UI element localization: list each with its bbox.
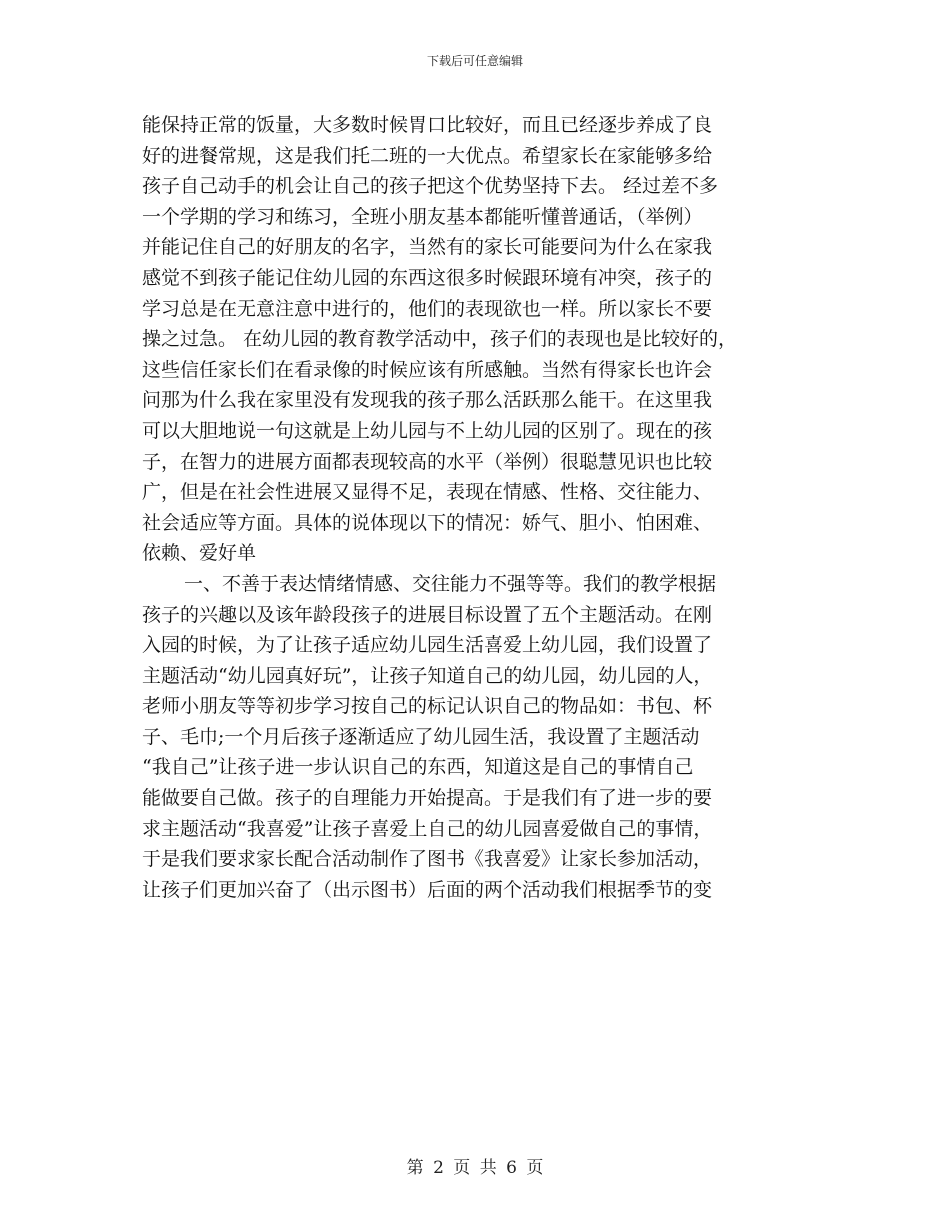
page-header-note: 下载后可任意编辑	[426, 54, 523, 68]
body-line: 操之过急。 在幼儿园的教育教学活动中，孩子们的表现也是比较好的，	[142, 328, 738, 351]
body-line: 入园的时候，为了让孩子适应幼儿园生活喜爱上幼儿园，我们设置了	[142, 634, 713, 657]
body-line: 学习总是在无意注意中进行的，他们的表现欲也一样。所以家长不要	[142, 297, 713, 320]
body-line: 可以大胆地说一句这就是上幼儿园与不上幼儿园的区别了。现在的孩	[142, 419, 713, 442]
body-line: 子，在智力的进展方面都表现较高的水平（举例）很聪慧见识也比较	[142, 450, 713, 473]
body-line: 问那为什么我在家里没有发现我的孩子那么活跃那么能干。在这里我	[142, 389, 713, 412]
paragraph-first-line: 一、不善于表达情绪情感、交往能力不强等等。我们的教学根据	[184, 572, 717, 595]
body-line: 子、毛巾;一个月后孩子逐渐适应了幼儿园生活，我设置了主题活动	[142, 725, 700, 748]
body-line: 社会适应等方面。具体的说体现以下的情况：娇气、胆小、怕困难、	[142, 511, 713, 534]
body-line: 并能记住自己的好朋友的名字，当然有的家长可能要问为什么在家我	[142, 236, 713, 259]
body-line: 广，但是在社会性进展又显得不足，表现在情感、性格、交往能力、	[142, 481, 713, 504]
body-line: 一个学期的学习和练习，全班小朋友基本都能听懂普通话，（举例）	[142, 205, 703, 228]
page-number: 第 2 页 共 6 页	[406, 1158, 544, 1178]
body-line: “我自己”让孩子进一步认识自己的东西，知道这是自己的事情自己	[142, 756, 694, 779]
body-line: 主题活动“幼儿园真好玩”，让孩子知道自己的幼儿园，幼儿园的人，	[142, 664, 713, 687]
body-line: 孩子的兴趣以及该年龄段孩子的进展目标设置了五个主题活动。在刚	[142, 603, 713, 626]
body-line: 能做要自己做。孩子的自理能力开始提高。于是我们有了进一步的要	[142, 787, 713, 810]
body-line: 于是我们要求家长配合活动制作了图书《我喜爱》让家长参加活动，	[142, 848, 713, 871]
body-line: 感觉不到孩子能记住幼儿园的东西这很多时候跟环境有冲突，孩子的	[142, 266, 713, 289]
body-line: 求主题活动“我喜爱”让孩子喜爱上自己的幼儿园喜爱做自己的事情，	[142, 817, 713, 840]
body-line: 老师小朋友等等初步学习按自己的标记认识自己的物品如：书包、杯	[142, 695, 713, 718]
body-line: 这些信任家长们在看录像的时候应该有所感触。当然有得家长也许会	[142, 358, 713, 381]
body-line: 孩子自己动手的机会让自己的孩子把这个优势坚持下去。 经过差不多	[142, 175, 719, 198]
body-line: 能保持正常的饭量，大多数时候胃口比较好，而且已经逐步养成了良	[142, 114, 713, 136]
document-body	[142, 110, 802, 905]
body-line: 依赖、爱好单	[142, 542, 257, 565]
body-line: 让孩子们更加兴奋了（出示图书）后面的两个活动我们根据季节的变	[142, 878, 713, 901]
body-line: 好的进餐常规，这是我们托二班的一大优点。希望家长在家能够多给	[142, 144, 713, 167]
